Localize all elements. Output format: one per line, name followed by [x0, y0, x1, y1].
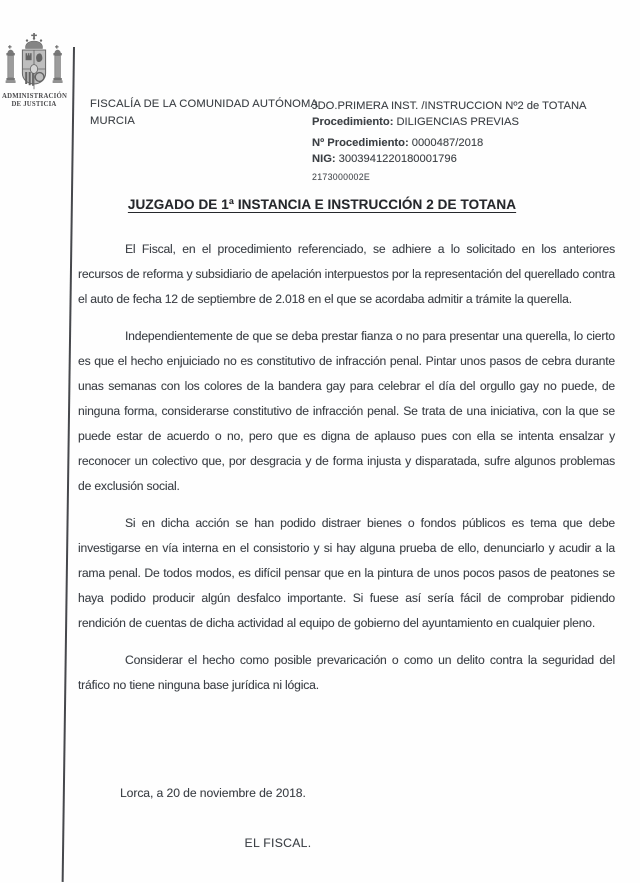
fiscalia-name: FISCALÍA DE LA COMUNIDAD AUTÓNOMA: [90, 98, 319, 110]
paragraph-2: Independientemente de que se deba prestar fianza o no para presentar una querella, lo cierto es que el hecho enjuiciado no es constitutivo de infracción penal. Pintar unos pasos de cebra durante unas semanas con los colores de la bandera gay para celebrar el día del orgullo gay no puede, de ninguna forma, considerarse constitutivo de infracción penal. Se trata de una iniciativa, con la que se puede estar de acuerdo o no, pero que es digna de aplauso pues con ella se intenta ensalzar y reconocer un colectivo que, por desgracia y de forma injusta y disparatada, sufre algunos problemas de exclusión social.: [78, 329, 615, 493]
paragraph-1: El Fiscal, en el procedimiento referenciado, se adhiere a lo solicitado en los anteriores recursos de reforma y subsidiario de apelación interpuestos por la representación del querellado contra el auto de fecha 12 de septiembre de 2.018 en el que se acordaba admitir a trámite la querella.: [78, 242, 615, 306]
fiscalia-region: MURCIA: [90, 114, 136, 127]
case-number-label: Nº Procedimiento:: [312, 137, 409, 149]
nig-line: [312, 152, 638, 168]
fiscalia-header: [90, 96, 322, 129]
admin-justice-caption: [2, 93, 66, 109]
nig-label: NIG:: [312, 152, 336, 165]
procedure-value: DILIGENCIAS PREVIAS: [396, 115, 519, 128]
document-title: JUZGADO DE 1ª INSTANCIA E INSTRUCCIÓN 2 DE TOTANA: [127, 197, 517, 212]
case-number-line: [312, 136, 638, 152]
procedure-line: [312, 115, 638, 131]
case-number-value: 0000487/2018: [411, 137, 484, 149]
document-body: [78, 237, 615, 710]
procedure-label: Procedimiento:: [312, 115, 394, 128]
court-name: JDO.PRIMERA INST. /INSTRUCCION Nº2 de TOTANA: [312, 100, 587, 112]
date-line: Lorca, a 20 de noviembre de 2018.: [120, 786, 306, 800]
margin-rule: [62, 47, 75, 882]
coat-of-arms-icon: [4, 32, 64, 92]
court-header: [312, 99, 638, 186]
signature-line: EL FISCAL.: [244, 836, 312, 850]
paragraph-4: Considerar el hecho como posible prevaricación o como un delito contra la seguridad del tráfico no tiene ninguna base jurídica ni lógica.: [78, 653, 615, 692]
coat-of-arms: [2, 32, 66, 109]
paragraph-3: Si en dicha acción se han podido distraer bienes o fondos públicos es tema que debe investigarse en vía interna en el consistorio y si hay alguna prueba de ello, denunciarlo y acudir a la rama penal. De todos modos, es difícil pensar que en la pintura de unos pocos pasos de peatones se haya podido producir algún desfalco importante. Si fuese así sería fácil de comprobar pidiendo rendición de cuentas de dicha actividad al equipo de gobierno del ayuntamiento en cualquier pleno.: [78, 516, 615, 630]
caption-line-2: DE JUSTICIA: [11, 100, 57, 108]
caption-line-1: ADMINISTRACIÓN: [2, 93, 68, 100]
document-ref: 2173000002E: [312, 172, 371, 182]
nig-value: 3003941220180001796: [338, 152, 457, 165]
